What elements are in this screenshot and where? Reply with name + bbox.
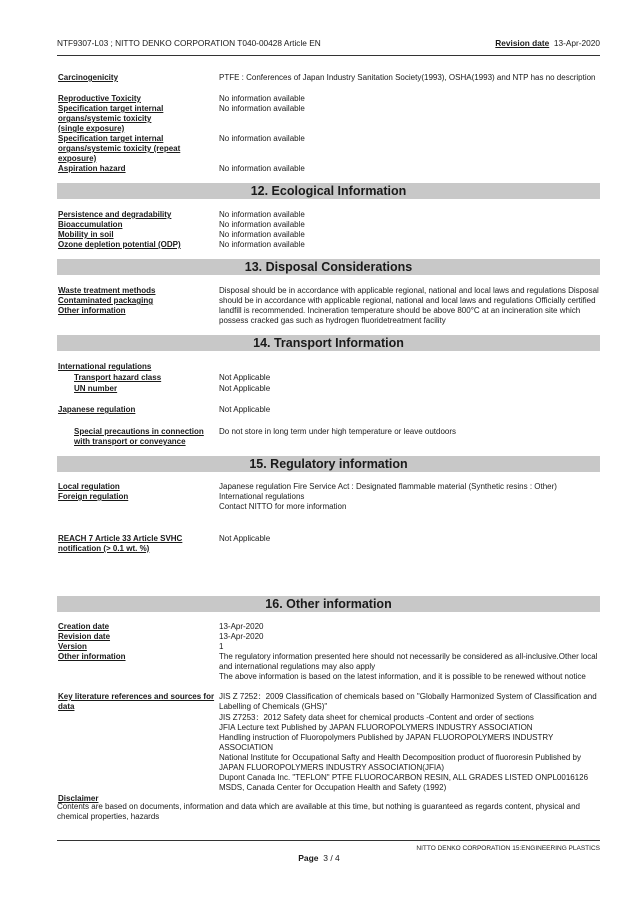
transport-value-un-number: Not Applicable	[219, 384, 271, 393]
page-number	[0, 853, 638, 863]
disposal-text: Disposal should be in accordance with applicable regional, national and local laws and regulations Disposal should be in accordance with applicable regional, national and local laws and regulations Officially certified landfill is recommended. Incineration temperature should be above 800°C at an incineration site which possess cracked gas such as hydrogen fluoridetreatment facility	[219, 286, 599, 325]
reg-value-foreign-1: International regulations	[219, 492, 305, 501]
tox-value-stot-single: No information available	[219, 104, 305, 113]
transport-label-hazard-class: Transport hazard class	[74, 373, 162, 382]
disposal-label-packaging: Contaminated packaging	[58, 296, 154, 305]
eco-label-odp: Ozone depletion potential (ODP)	[58, 240, 181, 249]
other-label-version: Version	[58, 642, 87, 651]
disposal-label-waste: Waste treatment methods	[58, 286, 156, 295]
reg-value-local: Japanese regulation Fire Service Act : Designated flammable material (Synthetic resins : Other)	[219, 482, 557, 491]
footer-company: NITTO DENKO CORPORATION 15:ENGINEERING PLASTICS	[416, 845, 600, 852]
eco-value-bioaccumulation: No information available	[219, 220, 305, 229]
literature-ref-3: JFIA Lecture text Published by JAPAN FLUOROPOLYMERS INDUSTRY ASSOCIATION	[219, 723, 533, 732]
other-label-other: Other information	[58, 652, 126, 661]
transport-label-international: International regulations	[58, 362, 152, 371]
tox-label-carcinogenicity: Carcinogenicity	[58, 73, 119, 82]
eco-label-mobility: Mobility in soil	[58, 230, 114, 239]
section-12-title: 12. Ecological Information	[57, 183, 600, 199]
eco-label-persistence: Persistence and degradability	[58, 210, 172, 219]
other-label-revision: Revision date	[58, 632, 111, 641]
literature-ref-4: Handling instruction of Fluoropolymers Published by JAPAN FLUOROPOLYMERS INDUSTRY ASSOCIATION	[219, 733, 554, 752]
disposal-label-other: Other information	[58, 306, 126, 315]
page-header	[57, 38, 600, 48]
section-13-title: 13. Disposal Considerations	[57, 259, 600, 275]
literature-ref-1: JIS Z 7252：2009 Classification of chemicals based on "Globally Harmonized System of Classification and Labelling of Chemicals (GHS)"	[219, 692, 597, 711]
other-value-version: 1	[219, 642, 224, 651]
document-id: NTF9307-L03 ; NITTO DENKO CORPORATION T040-00428 Article EN	[57, 38, 321, 48]
other-label-literature: Key literature references and sources for data	[58, 692, 215, 711]
section-16-title: 16. Other information	[57, 596, 600, 612]
tox-label-aspiration: Aspiration hazard	[58, 164, 126, 173]
footer-divider	[57, 840, 600, 841]
tox-label-stot-repeat: Specification target internal organs/systemic toxicity (repeat exposure)	[58, 134, 181, 163]
transport-value-japanese: Not Applicable	[219, 405, 271, 414]
literature-ref-2: JIS Z7253：2012 Safety data sheet for chemical products -Content and order of sections	[219, 713, 534, 722]
transport-label-un-number: UN number	[74, 384, 118, 393]
tox-value-carcinogenicity: PTFE : Conferences of Japan Industry Sanitation Society(1993), OSHA(1993) and NTP has no description	[219, 73, 596, 82]
header-revision	[495, 38, 600, 48]
eco-label-bioaccumulation: Bioaccumulation	[58, 220, 123, 229]
section-15-title: 15. Regulatory information	[57, 456, 600, 472]
tox-value-aspiration: No information available	[219, 164, 305, 173]
other-value-other-2: The above information is based on the latest information, and it is possible to be renewed without notice	[219, 672, 586, 681]
header-revision-label: Revision date	[495, 38, 550, 48]
disclaimer-text: Contents are based on documents, information and data which are available at this time, but nothing is guaranteed as regards content, physical and chemical properties, hazards	[57, 802, 580, 821]
header-divider	[57, 55, 600, 56]
transport-value-hazard-class: Not Applicable	[219, 373, 271, 382]
other-label-creation: Creation date	[58, 622, 110, 631]
other-value-creation: 13-Apr-2020	[219, 622, 264, 631]
eco-value-odp: No information available	[219, 240, 305, 249]
reg-label-foreign: Foreign regulation	[58, 492, 129, 501]
literature-ref-5: National Institute for Occupational Safty and Health Decomposition product of fluororesin Published by JAPAN FLUOROPOLYMERS INDUSTRY ASSOCIATION(JFIA)	[219, 753, 581, 772]
reg-value-reach: Not Applicable	[219, 534, 271, 543]
tox-value-reproductive: No information available	[219, 94, 305, 103]
page-value: 3 / 4	[323, 853, 340, 863]
reg-label-local: Local regulation	[58, 482, 120, 491]
other-value-other-1: The regulatory information presented here should not necessarily be considered as all-inclusive.Other local and international regulations may also apply	[219, 652, 598, 671]
eco-value-mobility: No information available	[219, 230, 305, 239]
page-label: Page	[298, 853, 319, 863]
transport-label-japanese: Japanese regulation	[58, 405, 136, 414]
other-value-revision: 13-Apr-2020	[219, 632, 264, 641]
eco-value-persistence: No information available	[219, 210, 305, 219]
header-revision-value: 13-Apr-2020	[553, 38, 600, 48]
reg-label-reach: REACH 7 Article 33 Article SVHC notification (> 0.1 wt. %)	[58, 534, 183, 553]
transport-label-special: Special precautions in connection with transport or conveyance	[74, 427, 204, 446]
transport-value-special: Do not store in long term under high temperature or leave outdoors	[219, 427, 457, 436]
tox-label-reproductive: Reproductive Toxicity	[58, 94, 141, 103]
literature-ref-6: Dupont Canada Inc. "TEFLON" PTFE FLUOROCARBON RESIN, ALL GRADES LISTED ONPL0016126 MSDS, Canada Center for Occupation Health and Safety (1992)	[219, 773, 589, 792]
tox-label-stot-single: Specification target internal organs/systemic toxicity (single exposure)	[58, 104, 164, 133]
tox-value-stot-repeat: No information available	[219, 134, 305, 143]
disclaimer-label: Disclaimer	[58, 794, 99, 803]
section-14-title: 14. Transport Information	[57, 335, 600, 351]
reg-value-foreign-2: Contact NITTO for more information	[219, 502, 347, 511]
